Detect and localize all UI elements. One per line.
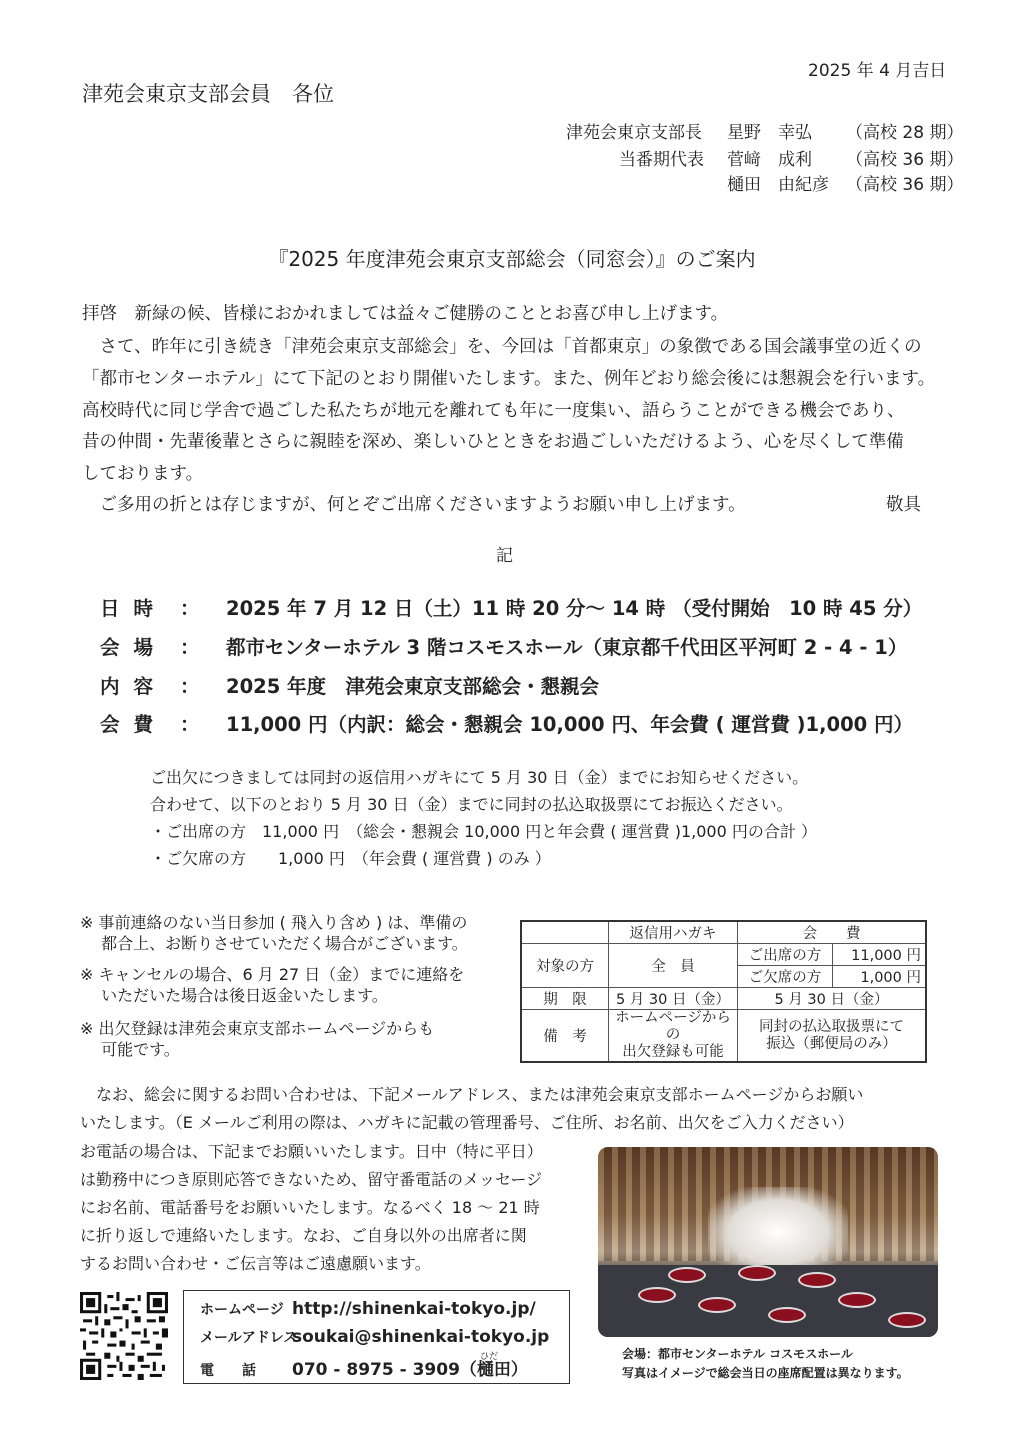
detail-venue: 会場 ： 都市センターホテル 3 階コスモスホール（東京都千代田区平河町 2 - 4 - 1） xyxy=(100,632,907,660)
table-cell xyxy=(521,921,609,944)
table-cell: 全 員 xyxy=(609,944,738,988)
contact-label: ホームページ xyxy=(200,1302,284,1318)
contact-label: 電 話 xyxy=(200,1363,256,1379)
venue-photo xyxy=(598,1147,938,1337)
table-cell-line: ホームページからの xyxy=(615,1010,731,1043)
ki-heading: 記 xyxy=(496,546,513,566)
detail-label: 内容 xyxy=(100,675,168,698)
table-header: 会 費 xyxy=(738,921,927,944)
detail-datetime: 日時 ： 2025 年 7 月 12 日（土）11 時 20 分〜 14 時 （受付開始 10 時 45 分） xyxy=(100,593,922,621)
detail-value: 2025 年 7 月 12 日（土）11 時 20 分〜 14 時 （受付開始 10 時 45 分） xyxy=(226,597,923,620)
inquiry-line: にお名前、電話番号をお願いいたします。なるべく 18 〜 21 時 xyxy=(80,1198,540,1217)
detail-fee: 会費 ： 11,000 円（内訳：総会・懇親会 10,000 円、年会費 ( 運営費 )1,000 円） xyxy=(100,709,913,737)
caution-line: いただいた場合は後日返金いたします。 xyxy=(80,986,388,1005)
table-cell: ご出席の方 xyxy=(738,944,833,966)
table-cell: 5 月 30 日（金） xyxy=(738,988,927,1010)
detail-label: 会場 xyxy=(100,636,168,659)
homepage-link[interactable]: http://shinenkai-tokyo.jp/ xyxy=(292,1299,536,1319)
document-title: 『2025 年度津苑会東京支部総会（同窓会）』のご案内 xyxy=(268,247,756,271)
table-cell-line: 同封の払込取扱票にて xyxy=(759,1018,904,1035)
note-line: ・ご出席の方 11,000 円 （総会・懇親会 10,000 円と年会費 ( 運営費 )1,000 円の合計 ） xyxy=(150,822,817,841)
inquiry-line: は勤務中につき原則応答できないため、留守番電話のメッセージ xyxy=(80,1170,543,1189)
table-row-label: 対象の方 xyxy=(521,944,609,988)
inquiry-line: なお、総会に関するお問い合わせは、下記メールアドレス、または津苑会東京支部ホームページからお願い xyxy=(80,1085,864,1104)
note-line: ・ご欠席の方 1,000 円 （年会費 ( 運営費 ) のみ ） xyxy=(150,849,551,868)
contact-homepage xyxy=(200,1299,536,1319)
body-line: さて、昨年に引き続き「津苑会東京支部総会」を、今回は「首都東京」の象徴である国会議事堂の近くの xyxy=(82,337,922,357)
sender-name: 樋田 由紀彦 xyxy=(727,175,829,195)
detail-content: 内容 ： 2025 年度 津苑会東京支部総会・懇親会 xyxy=(100,671,599,699)
phone-number: 070 - 8975 - 3909（樋田） xyxy=(292,1360,528,1380)
caution-line: 可能です。 xyxy=(80,1040,180,1059)
sender-period: （高校 28 期） xyxy=(846,123,964,143)
detail-label: 会費 xyxy=(100,713,168,736)
qr-code-icon[interactable] xyxy=(80,1292,168,1380)
table-cell: 11,000 円 xyxy=(833,944,927,966)
contact-email xyxy=(200,1327,549,1347)
contact-label: メールアドレス xyxy=(200,1330,298,1346)
inquiry-line: いたします。（E メールご利用の際は、ハガキに記載の管理番号、ご住所、お名前、出欠をご入力ください） xyxy=(80,1113,854,1132)
detail-value: 2025 年度 津苑会東京支部総会・懇親会 xyxy=(226,675,600,698)
contact-phone xyxy=(200,1355,528,1380)
table-cell xyxy=(738,1010,927,1063)
reply-table xyxy=(520,920,927,1063)
contact-box xyxy=(183,1290,570,1384)
body-line: 高校時代に同じ学舎で過ごした私たちが地元を離れても年に一度集い、語らうことができる機会であり、 xyxy=(82,401,905,421)
sender-role: 当番期代表 xyxy=(619,150,704,170)
body-line: しております。 xyxy=(82,464,204,484)
sender-name: 菅﨑 成利 xyxy=(727,150,812,170)
table-cell-line: 振込（郵便局のみ） xyxy=(766,1035,897,1052)
furigana: ひだ xyxy=(480,1352,499,1362)
table-cell-line: 出欠登録も可能 xyxy=(622,1044,724,1060)
detail-value: 11,000 円（内訳：総会・懇親会 10,000 円、年会費 ( 運営費 )1,000 円） xyxy=(226,713,914,736)
table-header: 返信用ハガキ xyxy=(609,921,738,944)
email-link[interactable]: soukai@shinenkai-tokyo.jp xyxy=(292,1327,550,1347)
photo-caption: 会場：都市センターホテル コスモスホール xyxy=(622,1347,853,1361)
note-line: ご出欠につきましては同封の返信用ハガキにて 5 月 30 日（金）までにお知らせください。 xyxy=(150,768,809,787)
inquiry-line: お電話の場合は、下記までお願いいたします。日中（特に平日） xyxy=(80,1142,543,1161)
addressee: 津苑会東京支部会員 各位 xyxy=(82,82,334,106)
inquiry-line: に折り返しで連絡いたします。なお、ご自身以外の出席者に関 xyxy=(80,1226,527,1245)
body-line: 拝啓 新緑の候、皆様におかれましては益々ご健勝のこととお喜び申し上げます。 xyxy=(82,304,729,324)
inquiry-line: するお問い合わせ・ご伝言等はご遠慮願います。 xyxy=(80,1254,431,1273)
photo-caption: 写真はイメージで総会当日の座席配置は異なります。 xyxy=(622,1366,909,1380)
table-row-label: 備 考 xyxy=(521,1010,609,1063)
table-cell: 1,000 円 xyxy=(833,966,927,988)
sender-role: 津苑会東京支部長 xyxy=(566,123,702,143)
sender-period: （高校 36 期） xyxy=(846,150,964,170)
note-line: 合わせて、以下のとおり 5 月 30 日（金）までに同封の払込取扱票にてお振込ください。 xyxy=(150,795,793,814)
body-line: 昔の仲間・先輩後輩とさらに親睦を深め、楽しいひとときをお過ごしいただけるよう、心を尽くして準備 xyxy=(82,432,904,452)
sender-period: （高校 36 期） xyxy=(846,175,964,195)
sender-name: 星野 幸弘 xyxy=(727,123,812,143)
table-cell: 5 月 30 日（金） xyxy=(609,988,738,1010)
closing-word: 敬具 xyxy=(886,495,921,515)
document-date: 2025 年 4 月吉日 xyxy=(808,61,947,81)
body-line: ご多用の折とは存じますが、何とぞご出席くださいますようお願い申し上げます。 xyxy=(82,495,746,515)
table-cell xyxy=(609,1010,738,1063)
body-line: 「都市センターホテル」にて下記のとおり開催いたします。また、例年どおり総会後には懇親会を行います。 xyxy=(82,369,936,389)
caution-line: ※ キャンセルの場合、6 月 27 日（金）までに連絡を xyxy=(80,965,465,984)
caution-line: ※ 事前連絡のない当日参加 ( 飛入り含め ) は、準備の xyxy=(80,913,468,932)
table-row-label: 期 限 xyxy=(521,988,609,1010)
detail-value: 都市センターホテル 3 階コスモスホール（東京都千代田区平河町 2 - 4 - 1） xyxy=(226,636,908,659)
caution-line: 都合上、お断りさせていただく場合がございます。 xyxy=(80,934,468,953)
caution-line: ※ 出欠登録は津苑会東京支部ホームページからも xyxy=(80,1019,435,1038)
detail-label: 日時 xyxy=(100,597,168,620)
table-cell: ご欠席の方 xyxy=(738,966,833,988)
